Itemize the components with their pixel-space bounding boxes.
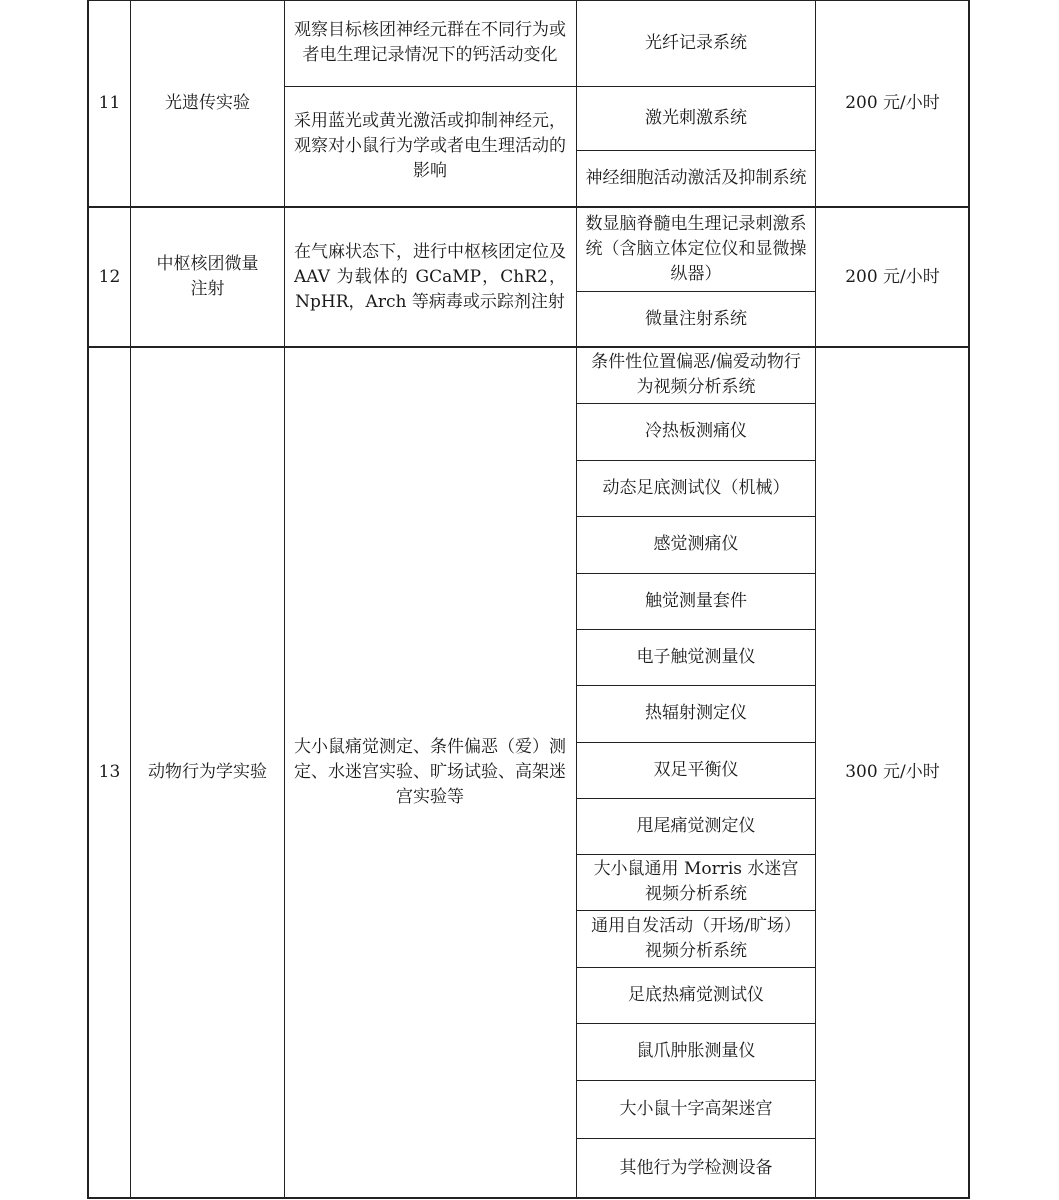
cell-divider (284, 86, 816, 87)
row-13-equipment-9: 甩尾痛觉测定仪 (636, 815, 756, 836)
row-13-description: 大小鼠痛觉测定、条件偏恶（爱）测定、水迷宫实验、旷场试验、高架迷宫实验等 (294, 737, 566, 807)
row-11-equipment-3: 神经细胞活动激活及抑制系统 (585, 168, 807, 188)
cell-divider (576, 573, 816, 574)
cell-divider (576, 516, 816, 517)
row-12-price: 200 元/小时 (845, 266, 940, 287)
cell-divider (576, 460, 816, 461)
row-11-experiment-name: 光遗传实验 (165, 93, 250, 113)
row-13-equipment-10: 大小鼠通用 Morris 水迷宫视频分析系统 (593, 859, 799, 904)
table-border-top (87, 0, 970, 1)
row-13-equipment-2: 冷热板测痛仪 (645, 421, 747, 441)
row-13-equipment-4: 感觉测痛仪 (653, 534, 739, 554)
row-13-equipment-8: 双足平衡仪 (653, 759, 739, 780)
row-13-equipment-13: 鼠爪肿胀测量仪 (636, 1041, 756, 1061)
row-12-experiment-name: 中枢核团微量注射 (156, 254, 259, 299)
row-13-equipment-15: 其他行为学检测设备 (619, 1157, 773, 1178)
cell-divider (576, 685, 816, 686)
cell-divider (576, 967, 816, 968)
row-border (87, 206, 970, 208)
row-11-equipment-1: 光纤记录系统 (645, 32, 747, 53)
row-11-price: 200 元/小时 (845, 93, 940, 113)
row-11-number: 11 (98, 93, 121, 113)
column-divider (130, 0, 131, 1199)
cell-divider (576, 854, 816, 855)
row-13-equipment-14: 大小鼠十字高架迷宫 (619, 1098, 773, 1119)
row-11-equipment-2: 激光刺激系统 (645, 107, 747, 128)
cell-divider (576, 1023, 816, 1024)
row-13-equipment-11: 通用自发活动（开场/旷场）视频分析系统 (591, 915, 801, 961)
cell-divider (576, 798, 816, 799)
cell-divider (576, 403, 816, 404)
column-divider (284, 0, 285, 1199)
row-12-equipment-1: 数显脑脊髓电生理记录刺激系统（含脑立体定位仪和显微操纵器） (585, 213, 807, 284)
table-border-bottom (87, 1197, 970, 1199)
row-13-number: 13 (98, 762, 121, 782)
cell-divider (576, 910, 816, 911)
row-13-equipment-3: 动态足底测试仪（机械） (602, 477, 790, 498)
cell-divider (576, 150, 816, 151)
cell-divider (576, 1138, 816, 1139)
row-13-price: 300 元/小时 (845, 762, 940, 782)
row-13-equipment-12: 足底热痛觉测试仪 (628, 984, 764, 1005)
cell-divider (576, 742, 816, 743)
row-13-equipment-7: 热辐射测定仪 (645, 703, 747, 723)
row-12-number: 12 (98, 266, 121, 287)
column-divider (576, 0, 577, 1199)
row-12-description: 在气麻状态下，进行中枢核团定位及 AAV 为载体的 GCaMP，ChR2，NpHR，Arch 等病毒或示踪剂注射 (294, 241, 566, 312)
table-border-left (87, 0, 89, 1199)
row-13-equipment-5: 触觉测量套件 (645, 590, 747, 611)
row-11-description-2: 采用蓝光或黄光激活或抑制神经元，观察对小鼠行为学或者电生理活动的影响 (294, 111, 566, 181)
cell-divider (576, 291, 816, 292)
row-12-equipment-2: 微量注射系统 (645, 308, 747, 329)
row-13-equipment-6: 电子触觉测量仪 (636, 646, 756, 667)
row-border (87, 346, 970, 348)
table-border-right (968, 0, 970, 1199)
cell-divider (576, 629, 816, 630)
row-11-description-1: 观察目标核团神经元群在不同行为或者电生理记录情况下的钙活动变化 (294, 20, 566, 65)
cell-divider (576, 1080, 816, 1081)
row-13-equipment-1: 条件性位置偏恶/偏爱动物行为视频分析系统 (591, 352, 801, 397)
row-13-experiment-name: 动物行为学实验 (148, 762, 267, 782)
column-divider (815, 0, 816, 1199)
